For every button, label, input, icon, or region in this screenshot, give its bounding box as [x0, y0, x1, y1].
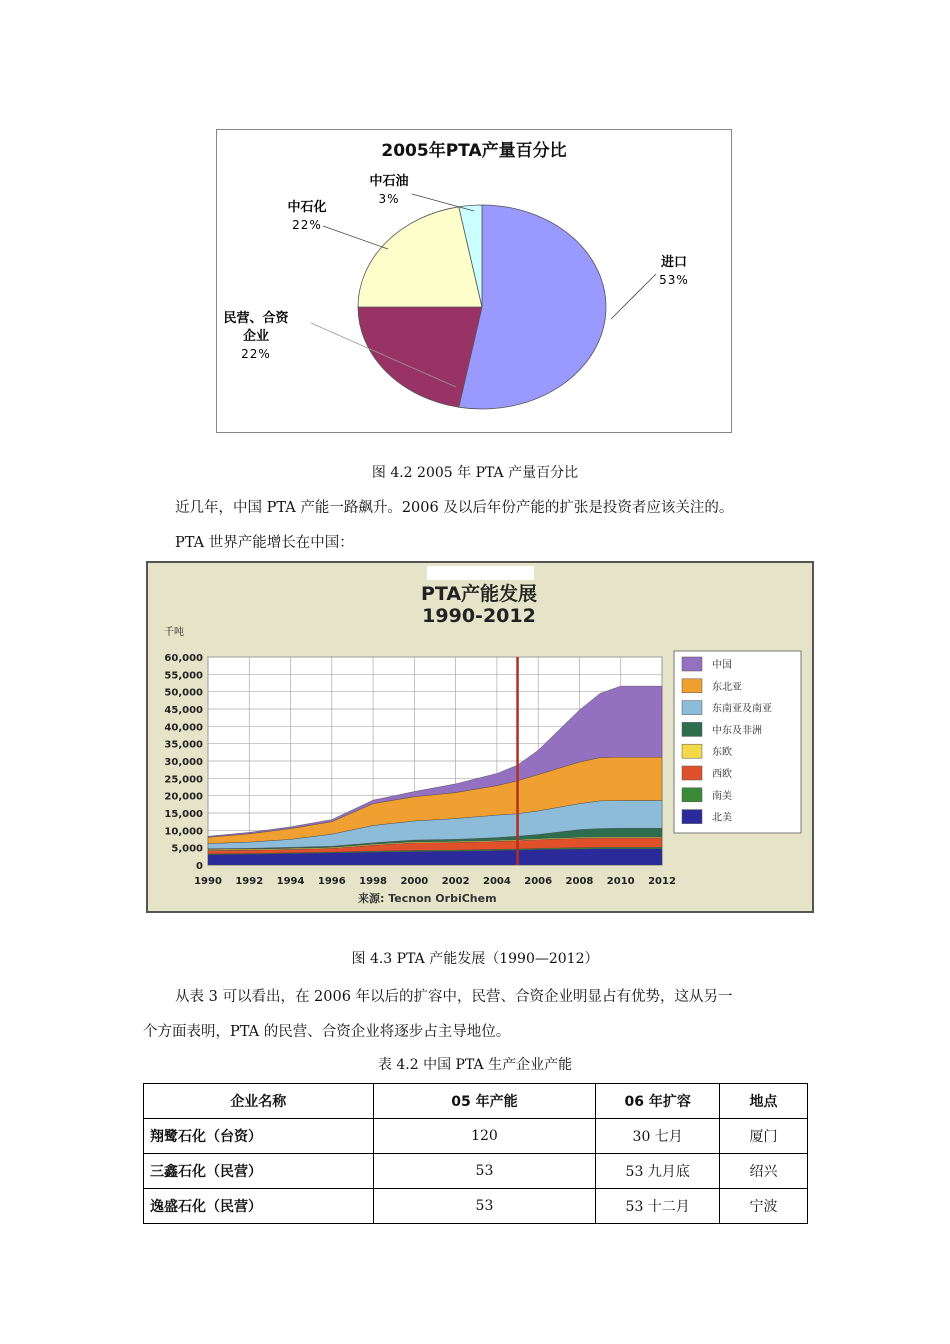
figure-4-2-caption: 图 4.2 2005 年 PTA 产量百分比 [371, 465, 579, 481]
legend-label: 东南亚及南亚 [712, 703, 772, 715]
y-tick-label: 25,000 [164, 774, 203, 786]
legend-swatch [682, 744, 702, 758]
x-tick-label: 2008 [565, 876, 594, 887]
y-tick-label: 55,000 [164, 670, 203, 682]
x-tick-label: 2012 [648, 876, 676, 887]
pie-label-sinopec: 中石化 [287, 200, 327, 215]
pie-label-petrochina: 中石油 [369, 174, 409, 189]
legend-box [674, 651, 801, 833]
paragraph-world-capacity: PTA 世界产能增长在中国： [175, 535, 354, 551]
y-tick-label: 40,000 [164, 722, 203, 734]
legend-swatch [682, 810, 702, 824]
pie-chart [216, 129, 732, 433]
x-tick-label: 2000 [400, 876, 429, 887]
pie-label-import: 进口 [660, 255, 688, 270]
table-header-row [144, 1084, 808, 1119]
legend-label: 中东及非洲 [712, 725, 762, 737]
cell-expansion: 53 十二月 [596, 1189, 720, 1224]
cell-company: 逸盛石化（民营） [144, 1189, 374, 1224]
legend-label: 南美 [712, 790, 732, 802]
pie-value-private: 22% [241, 347, 271, 361]
pie-value-import: 53% [659, 273, 689, 287]
table-row [144, 1119, 808, 1154]
area-chart [146, 561, 814, 913]
x-tick-label: 1990 [194, 876, 222, 887]
cell-capacity: 53 [373, 1189, 596, 1224]
pie-label-private-line1: 民营、合资 [223, 311, 289, 326]
y-tick-label: 15,000 [164, 809, 203, 820]
header-expansion-06: 06 年扩容 [596, 1084, 720, 1119]
y-tick-label: 30,000 [164, 757, 203, 768]
area-chart-source: 来源: Tecnon OrbiChem [358, 892, 497, 905]
legend-swatch [682, 722, 702, 736]
figure-4-3-caption: 图 4.3 PTA 产能发展（1990—2012） [351, 951, 599, 967]
legend-label: 北美 [712, 812, 732, 824]
table-4-2-caption: 表 4.2 中国 PTA 生产企业产能 [377, 1057, 573, 1073]
legend-label: 东北亚 [712, 681, 742, 693]
pie-value-petrochina: 3% [378, 192, 400, 206]
area-chart-figure [146, 561, 814, 913]
cell-expansion: 30 七月 [596, 1119, 720, 1154]
legend-swatch [682, 679, 702, 693]
x-tick-label: 1998 [359, 876, 388, 887]
x-tick-label: 1992 [235, 876, 264, 887]
x-tick-label: 1996 [317, 876, 346, 887]
legend-swatch [682, 701, 702, 715]
pie-value-sinopec: 22% [292, 218, 322, 232]
legend-swatch [682, 657, 702, 671]
y-tick-label: 50,000 [164, 687, 203, 699]
x-tick-label: 2004 [482, 876, 511, 887]
y-tick-label: 35,000 [164, 739, 203, 751]
y-tick-label: 5,000 [171, 843, 203, 855]
header-company: 企业名称 [144, 1084, 374, 1119]
y-tick-label: 60,000 [164, 653, 203, 664]
table-row [144, 1189, 808, 1224]
y-tick-label: 20,000 [164, 791, 203, 803]
y-tick-label: 10,000 [164, 826, 203, 838]
cell-location: 宁波 [720, 1189, 808, 1224]
paragraph-analysis-line2: 个方面表明，PTA 的民营、合资企业将逐步占主导地位。 [143, 1024, 511, 1040]
cell-location: 厦门 [720, 1119, 808, 1154]
title-white-patch [427, 566, 534, 580]
y-tick-label: 0 [196, 861, 203, 872]
legend-swatch [682, 766, 702, 780]
area-chart-unit: 千吨 [164, 627, 184, 638]
header-location: 地点 [720, 1084, 808, 1119]
pie-chart-figure [216, 129, 732, 433]
header-capacity-05: 05 年产能 [373, 1084, 596, 1119]
x-tick-label: 2002 [441, 876, 470, 887]
x-tick-label: 2010 [606, 876, 635, 887]
capacity-table [143, 1083, 808, 1224]
legend-label: 东欧 [712, 747, 732, 759]
y-tick-label: 45,000 [164, 705, 203, 716]
table-row [144, 1154, 808, 1189]
paragraph-analysis-line1: 从表 3 可以看出，在 2006 年以后的扩容中，民营、合资企业明显占有优势，这从另一 [175, 989, 733, 1005]
cell-company: 翔鹭石化（台资） [144, 1119, 374, 1154]
cell-location: 绍兴 [720, 1154, 808, 1189]
pie-chart-title: 2005年PTA产量百分比 [381, 141, 567, 161]
legend-label: 中国 [712, 660, 732, 671]
cell-company: 三鑫石化（民营） [144, 1154, 374, 1189]
pie-label-private-line2: 企业 [242, 329, 270, 344]
cell-capacity: 120 [373, 1119, 596, 1154]
cell-expansion: 53 九月底 [596, 1154, 720, 1189]
pie-slices [358, 205, 606, 409]
legend [674, 651, 801, 833]
legend-swatch [682, 788, 702, 802]
paragraph-capacity: 近几年，中国 PTA 产能一路飙升。2006 及以后年份产能的扩张是投资者应该关注的。 [175, 500, 734, 516]
area-chart-title-line2: 1990-2012 [422, 605, 536, 627]
x-tick-label: 2006 [524, 876, 553, 887]
x-tick-label: 1994 [276, 876, 305, 887]
legend-label: 西欧 [712, 769, 732, 780]
area-chart-title-line1: PTA产能发展 [420, 583, 538, 605]
cell-capacity: 53 [373, 1154, 596, 1189]
